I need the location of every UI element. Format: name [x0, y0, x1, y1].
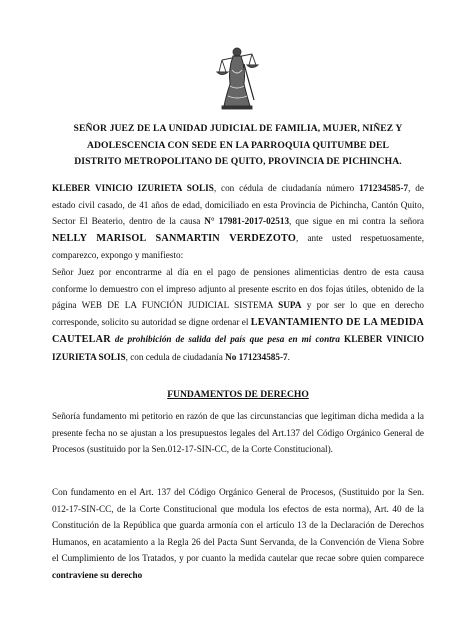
fundamento-paragraph-2	[52, 484, 424, 583]
heading-line-3: DISTRITO METROPOLITANO DE QUITO, PROVINCIA DE PICHINCHA.	[74, 156, 402, 167]
petitioner-name-2: KLEBER VINICIO IZURIETA SOLIS	[52, 334, 425, 362]
intro-text-1: , con cédula de ciudadanía número	[213, 183, 360, 193]
justice-emblem-icon	[214, 40, 260, 110]
cedula-number-2: No 171234585-7	[225, 351, 288, 362]
supa-system: SUPA	[278, 300, 302, 310]
fundamento-2-bold: contraviene su derecho	[52, 569, 143, 580]
cedula-number: 171234585-7	[359, 183, 409, 193]
intro-text-4: , ante usted respetuosamente, comparezco, expongo y manifiesto:	[52, 232, 424, 260]
intro-text-3: , que sigue en mi contra la señora	[289, 216, 424, 226]
fundamento-2-text: Con fundamento en el Art. 137 del Código Orgánico General de Procesos, (Sustituido por la Sen. 012-17-SIN-CC, de la Corte Constitucional que modula los efectos de esta norma), Art. 40 de la Constitución de la República que guarda armonía con el artículo 13 de la Declaración de Derechos Humanos, en acatamiento a la Regla 26 del Pacta Sunt Servanda, de la Convención de Viena Sobre el Cumplimiento de los Tratados, y por cuanto la medida cautelar que recae sobre quien comparece	[52, 487, 424, 563]
respondent-name: NELLY MARISOL SANMARTIN VERDEZOTO	[52, 232, 296, 244]
court-heading	[52, 121, 424, 171]
lifting-measure-title: LEVANTAMIENTO DE LA MEDIDA CAUTELAR	[52, 316, 424, 345]
heading-line-2: ADOLESCENCIA CON SEDE EN LA PARROQUIA QUITUMBE DEL	[86, 139, 389, 151]
petition-text-2: y por ser lo que en derecho corresponde, solicito su autoridad se digne ordenar el	[52, 300, 425, 327]
section-title: FUNDAMENTOS DE DERECHO	[167, 389, 309, 400]
prohibition-text: de prohibición de salida del país que pesa en mi contra	[114, 334, 340, 344]
petition-paragraph	[52, 264, 424, 365]
petition-text-5: , con cedula de ciudadanía	[125, 351, 226, 362]
case-number: N° 17981-2017-02513	[204, 216, 290, 226]
intro-paragraph	[52, 180, 424, 264]
petitioner-name: KLEBER VINICIO IZURIETA SOLIS	[52, 183, 214, 193]
fundamento-paragraph-1: Señoría fundamento mi petitorio en razón de que las circunstancias que legitiman dicha medida a la presente fecha no se ajustan a los presupuestos legales del Art.137 del Código Orgánico General de Procesos (sustituido por la Sen.012-17-SIN-CC, de la Corte Constitucional).	[52, 411, 424, 454]
petition-text-6: .	[287, 351, 290, 362]
heading-line-1: SEÑOR JUEZ DE LA UNIDAD JUDICIAL DE FAMILIA, MUJER, NIÑEZ Y	[73, 123, 403, 134]
intro-text-2: , de estado civil casado, de 41 años de edad, domiciliado en esta Provincia de Pichincha, Cantón Quito, Sector El Beaterio, dentro de la causa	[52, 183, 424, 226]
petition-text-1: Señor Juez por encontrarme al día en el pago de pensiones alimenticias dentro de esta causa conforme lo demuestro con el impreso adjunto al presente escrito en dos fojas útiles, obtenido de la página WEB DE LA FUNCIÓN JUDICIAL SISTEMA	[52, 267, 424, 310]
